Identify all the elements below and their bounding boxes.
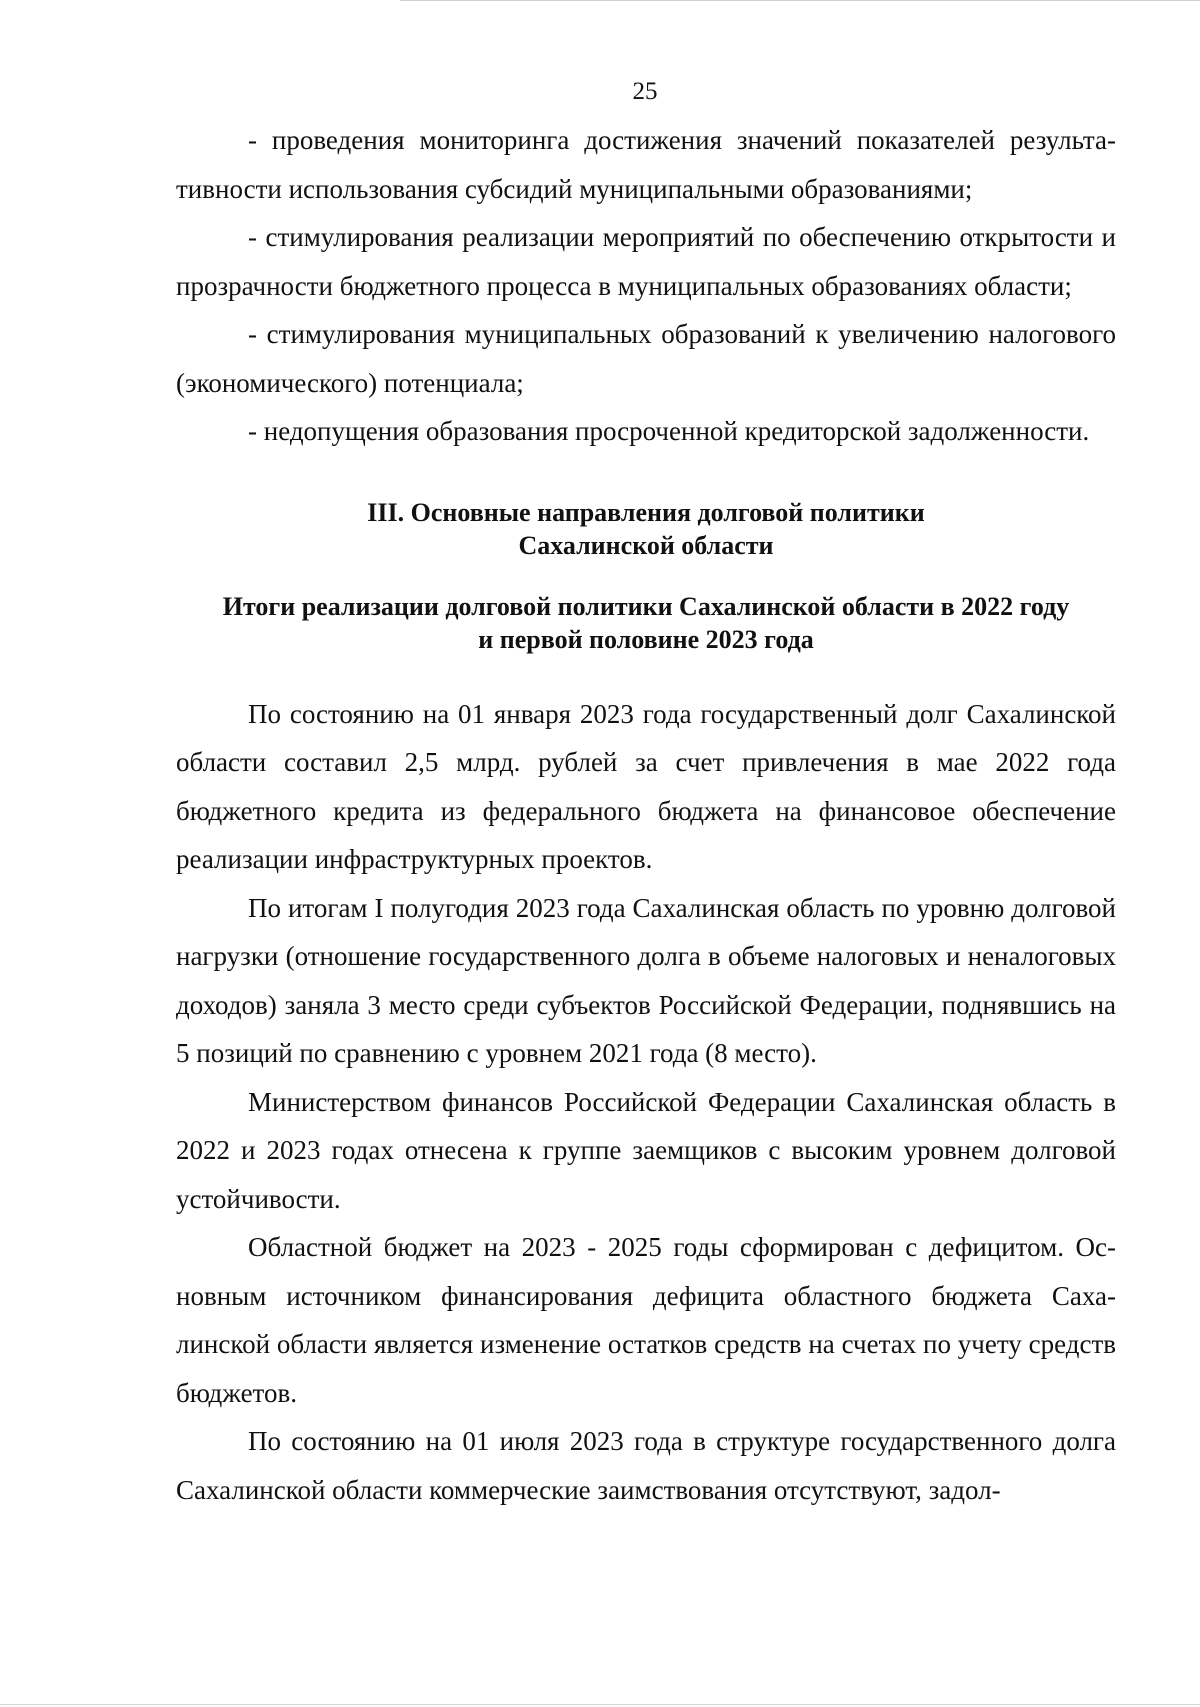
body-paragraph: Областной бюджет на 2023 - 2025 годы сформирован с дефицитом. Основным источником финансирования дефицита областного бюджета Сахалинской области является изменение остатков средств на счетах по учету средств бюджетов. xyxy=(176,1232,1116,1408)
body-paragraph: По итогам I полугодия 2023 года Сахалинская область по уровню долговой нагрузки (отношение государственного долга в объеме налоговых и неналоговых доходов) заняла 3 место среди субъектов Российской Федерации, поднявшись на 5 позиций по сравнению с уровнем 2021 года (8 место). xyxy=(176,892,1116,1068)
list-item: - стимулирования муниципальных образований к увеличению налогового (экономического) потенциала; xyxy=(176,319,1116,398)
subsection-heading-line: Итоги реализации долговой политики Сахалинской области в 2022 году xyxy=(222,591,1070,621)
subsection-heading-line: и первой половине 2023 года xyxy=(478,624,814,654)
body-paragraph: Министерством финансов Российской Федерации Сахалинская область в 2022 и 2023 годах отнесена к группе заемщиков с высоким уровнем долговой устойчивости. xyxy=(176,1086,1116,1214)
list-item: - стимулирования реализации мероприятий по обеспечению открытости и прозрачности бюджетного процесса в муниципальных образованиях области; xyxy=(176,222,1116,301)
section-heading-line: Сахалинской области xyxy=(518,530,774,560)
page-number: 25 xyxy=(632,78,658,105)
list-item: - недопущения образования просроченной кредиторской задолженности. xyxy=(248,416,1090,446)
body-paragraph: По состоянию на 01 января 2023 года государственный долг Сахалинской области составил 2,5 млрд. рублей за счет привлечения в мае 2022 года бюджетного кредита из федерального бюджета на финансовое обеспечение реализации инфраструктурных проектов. xyxy=(176,698,1116,874)
body-paragraph: По состоянию на 01 июля 2023 года в структуре государственного долга Сахалинской области коммерческие заимствования отсутствуют, задол- xyxy=(176,1426,1116,1505)
section-heading xyxy=(176,496,1116,562)
scan-edge-bottom xyxy=(0,1704,1200,1705)
list-item: - проведения мониторинга достижения значений показателей результативности использования субсидий муниципальными образованиями; xyxy=(176,125,1116,204)
section-body xyxy=(176,690,1116,1515)
scan-edge-top xyxy=(400,0,1200,1)
subsection-heading xyxy=(176,590,1116,656)
document-body xyxy=(176,116,1116,1514)
section-heading-line: III. Основные направления долговой политики xyxy=(367,497,925,527)
